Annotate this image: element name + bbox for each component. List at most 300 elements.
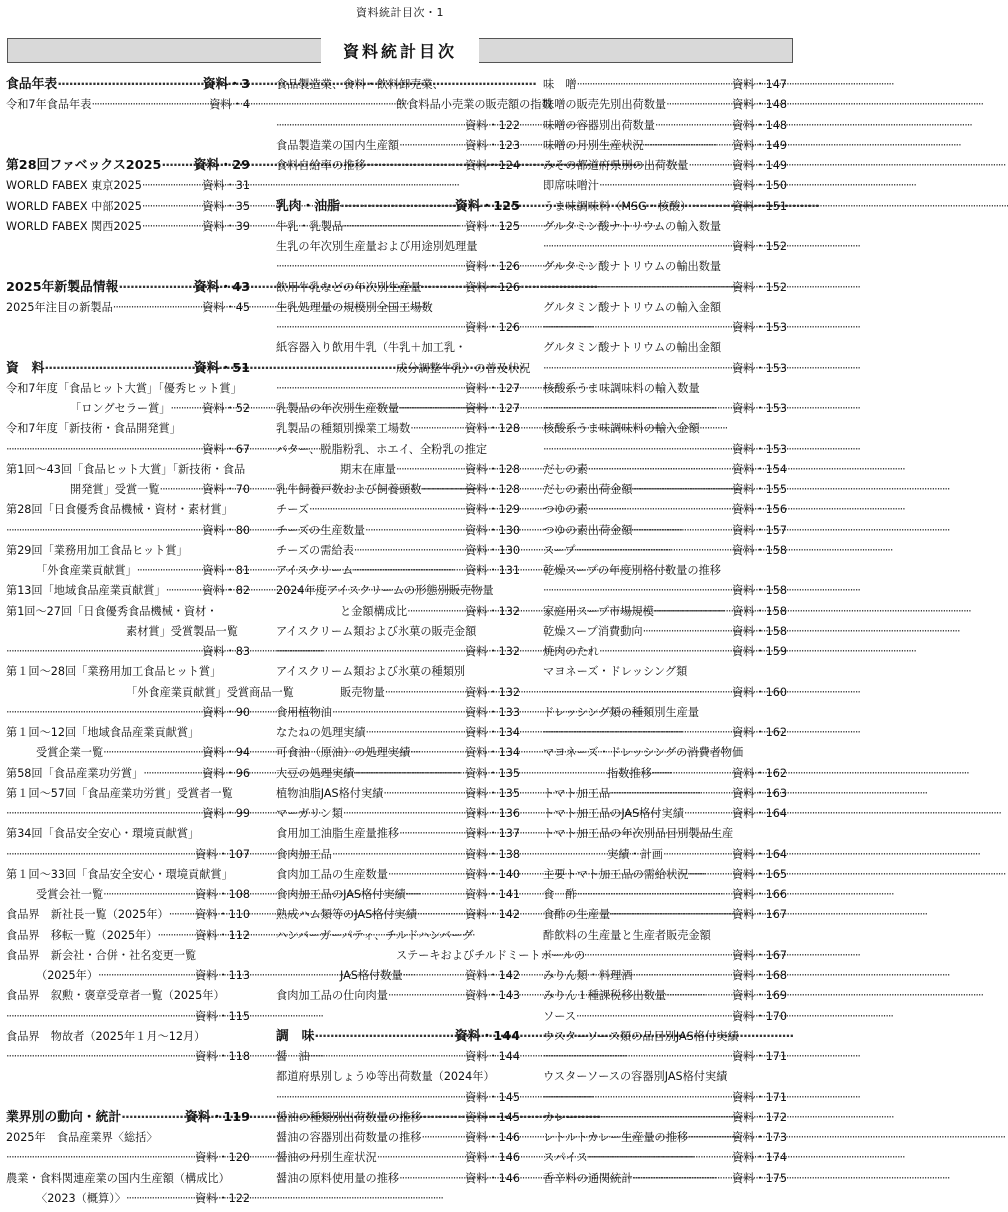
toc-entry-title: トマト加工品のJAS格付実績 (543, 807, 684, 820)
toc-section-heading (6, 156, 250, 176)
toc-entry (543, 581, 787, 601)
toc-entry-title: 成分調整牛乳）の普及状況 (396, 361, 531, 375)
toc-section-heading (6, 359, 250, 379)
toc-entry (543, 885, 787, 905)
title-banner (7, 38, 793, 63)
leader-dots (599, 176, 732, 196)
toc-section-heading (6, 278, 250, 298)
toc-entry (276, 257, 520, 277)
toc-entry-title: みその都道府県別の出荷数量 (543, 159, 689, 172)
toc-entry-title: 「外食産業貢献賞」受賞商品一覧 (126, 685, 294, 699)
leader-dots (577, 885, 733, 905)
leader-dots (170, 399, 202, 419)
leader-dots (366, 156, 466, 176)
toc-entry (276, 642, 520, 662)
toc-page-ref: 資料・43 (193, 279, 250, 295)
leader-dots (610, 784, 732, 804)
leader-dots (543, 1047, 732, 1067)
leader-dots (388, 986, 465, 1006)
toc-entry-title: グルタミン酸ナトリウムの輸入数量 (543, 219, 722, 233)
toc-entry-title: 期末在庫量 (340, 462, 396, 476)
toc-entry (276, 622, 520, 642)
toc-entry-title: 醤油の容器別出荷数量の推移 (276, 1131, 422, 1144)
toc-entry (543, 824, 787, 844)
toc-entry-title: 焼肉のたれ (543, 645, 599, 658)
toc-entry (543, 338, 787, 358)
toc-page-ref: 資料・149 (732, 159, 787, 172)
toc-entry-title: だしの素 (543, 462, 588, 476)
toc-page-ref: 資料・128 (465, 462, 520, 476)
toc-entry (276, 845, 520, 865)
toc-page-ref: 資料・81 (202, 564, 250, 577)
leader-dots (354, 764, 465, 784)
toc-entry-title: 業界別の動向・統計 (6, 1109, 122, 1125)
toc-page-ref: 資料・152 (732, 280, 787, 294)
toc-entry (543, 480, 787, 500)
toc-page-ref: 資料・31 (202, 179, 250, 193)
toc-entry (276, 946, 586, 966)
leader-dots (421, 1128, 465, 1148)
leader-dots (406, 885, 465, 905)
toc-page-ref: 資料・133 (465, 705, 520, 719)
leader-dots (160, 480, 203, 500)
toc-entry (276, 764, 520, 784)
leader-dots (543, 359, 732, 379)
leader-dots (169, 905, 195, 925)
leader-dots (6, 1148, 195, 1168)
toc-entry-title: 第１回～28回「業務用加工食品ヒット賞」 (6, 665, 222, 679)
toc-entry-title: スパイス (543, 1151, 588, 1165)
toc-entry-title: 味噌の月別生産状況 (543, 138, 644, 152)
leader-dots (543, 440, 732, 460)
toc-page-ref: 資料・174 (732, 1151, 787, 1165)
leader-dots (407, 602, 465, 622)
leader-dots (543, 683, 732, 703)
toc-entry (276, 95, 553, 115)
leader-dots (633, 966, 733, 986)
toc-entry (6, 399, 250, 419)
toc-entry (543, 784, 787, 804)
leader-dots (655, 116, 732, 136)
toc-entry (6, 1189, 250, 1209)
toc-entry (6, 95, 250, 115)
page-title: 資料統計目次 (321, 38, 479, 63)
toc-page-ref: 資料・145 (465, 1090, 520, 1104)
leader-dots (599, 642, 732, 662)
leader-dots (421, 278, 465, 298)
toc-entry-title: 第29回「業務用加工食品ヒット賞」 (6, 543, 188, 557)
toc-entry (543, 764, 787, 784)
toc-entry (543, 804, 787, 824)
toc-entry (543, 642, 787, 662)
toc-page-ref: 資料・123 (465, 138, 520, 152)
toc-entry-title: アイスクリーム (276, 564, 354, 577)
toc-entry (6, 804, 250, 824)
toc-entry (276, 541, 520, 561)
leader-dots (6, 1047, 195, 1067)
toc-page-ref: 資料・118 (195, 1050, 250, 1063)
toc-entry (543, 561, 787, 581)
toc-entry (276, 237, 520, 257)
toc-entry-title: 即席味噌汁 (543, 179, 599, 193)
leader-dots (57, 75, 203, 95)
toc-entry (6, 460, 250, 480)
toc-entry (543, 946, 787, 966)
leader-dots (6, 642, 202, 662)
toc-entry-title: ハンバーガーパティ、チルドハンバーグ (276, 928, 474, 942)
toc-page-ref: 資料・51 (193, 360, 250, 376)
toc-entry-title: 食料自給率の推移 (276, 159, 366, 172)
toc-entry-title: 核酸系うま味調味料の輸入数量 (543, 381, 700, 395)
leader-dots (6, 804, 202, 824)
toc-entry (543, 379, 787, 399)
toc-page-ref: 資料・154 (732, 462, 787, 476)
toc-entry-title: 醤油の月別生産状況 (276, 1151, 377, 1165)
toc-entry (6, 986, 250, 1006)
toc-entry-title: ソース (543, 1009, 577, 1023)
leader-dots (377, 1148, 465, 1168)
leader-dots (366, 723, 466, 743)
leader-dots (543, 581, 732, 601)
toc-entry (6, 1148, 250, 1168)
blank-line (6, 318, 250, 338)
toc-entry (6, 1027, 250, 1047)
leader-dots (276, 1088, 465, 1108)
toc-entry (6, 1047, 250, 1067)
toc-entry (543, 419, 787, 439)
toc-entry-title: 第28回「日食優秀食品機械・資材・素材賞」 (6, 503, 233, 517)
toc-entry-title: 乳牛飼養戸数および飼養頭数 (276, 483, 422, 496)
toc-entry (543, 1108, 787, 1128)
toc-entry-title: 食肉加工品の仕向肉量 (276, 989, 388, 1003)
toc-page-ref: 資料・149 (732, 138, 787, 152)
toc-entry-title: 乾燥スープ消費動向 (543, 624, 643, 638)
toc-entry (6, 379, 250, 399)
toc-entry-title: 醤油の原料使用量の推移 (276, 1171, 400, 1185)
toc-entry (543, 399, 787, 419)
blank-line (276, 1007, 520, 1027)
toc-entry (6, 865, 250, 885)
leader-dots (276, 257, 465, 277)
toc-page-ref: 資料・107 (195, 847, 250, 861)
toc-page-ref: 資料・129 (465, 503, 520, 517)
toc-entry (6, 541, 250, 561)
toc-page-ref: 資料・169 (732, 989, 787, 1003)
leader-dots (666, 95, 732, 115)
toc-entry-title: ウスターソースの容器別JAS格付実績 (543, 1070, 728, 1084)
toc-entry-title: みりん類・料理酒 (543, 969, 633, 982)
toc-entry-title: 食 酢 (543, 888, 577, 901)
toc-page-ref: 資料・162 (732, 726, 787, 739)
leader-dots (340, 197, 455, 217)
leader-dots (654, 602, 732, 622)
toc-entry-title: 食肉加工品 (276, 847, 332, 861)
toc-page-ref: 資料・134 (465, 726, 520, 739)
toc-entry (276, 399, 520, 419)
toc-page-ref: 資料・164 (732, 807, 787, 820)
toc-entry-title: WORLD FABEX 関西2025 (6, 219, 142, 233)
toc-entry (276, 359, 531, 379)
leader-dots (410, 743, 465, 763)
toc-entry-title: 第１回～12回「地域食品産業貢献賞」 (6, 726, 200, 739)
toc-entry (6, 784, 250, 804)
leader-dots (332, 845, 465, 865)
toc-entry (276, 1128, 520, 1148)
toc-page-ref: 資料・132 (465, 685, 520, 699)
toc-entry (6, 217, 250, 237)
leader-dots (354, 541, 465, 561)
toc-entry (276, 561, 520, 581)
toc-entry-title: 2024年度アイスクリームの形態別販売物量 (276, 584, 494, 598)
toc-entry (543, 1027, 787, 1047)
toc-page-ref: 資料・146 (465, 1151, 520, 1165)
toc-entry (6, 197, 250, 217)
toc-entry-title: 食品年表 (6, 77, 58, 92)
leader-dots (142, 176, 202, 196)
leader-dots (688, 1128, 732, 1148)
toc-entry-title: 香辛料の通関統計 (543, 1171, 633, 1185)
toc-entry-title: グルタミン酸ナトリウムの輸出金額 (543, 341, 722, 355)
toc-page-ref: 資料・127 (465, 402, 520, 415)
toc-entry-title: 食肉加工品のJAS格付実績 (276, 888, 406, 901)
toc-entry (6, 966, 250, 986)
toc-entry (276, 824, 520, 844)
toc-page-ref: 資料・143 (465, 989, 520, 1003)
toc-entry-title: 主要トマト加工品の需給状況 (543, 867, 689, 881)
toc-entry-title: 飲用牛乳などの年次別生産量 (276, 280, 422, 294)
toc-entry (276, 379, 520, 399)
toc-entry-title: 食品界 物故者（2025年１月～12月） (6, 1029, 206, 1043)
toc-page-ref: 資料・146 (465, 1131, 520, 1144)
leader-dots (688, 156, 732, 176)
toc-entry (6, 845, 250, 865)
toc-entry-title: 食品製造業の国内生産額 (276, 138, 400, 152)
toc-page-ref: 資料・128 (465, 422, 520, 436)
toc-entry (6, 703, 250, 723)
leader-dots (142, 217, 202, 237)
toc-entry (276, 1047, 520, 1067)
toc-page-ref: 資料・122 (465, 118, 520, 132)
toc-entry-title: ステーキおよびチルドミートボールの (396, 948, 586, 962)
toc-page-ref: 資料・99 (202, 807, 250, 820)
blank-line (6, 338, 250, 358)
page-header: 資料統計目次・1 (356, 6, 444, 19)
toc-entry (543, 865, 787, 885)
leader-dots (577, 75, 733, 95)
toc-section-heading (276, 1027, 520, 1047)
toc-page-ref: 資料・164 (732, 847, 787, 861)
toc-entry (543, 1148, 787, 1168)
toc-entry (6, 1007, 250, 1027)
toc-page-ref: 資料・158 (732, 543, 787, 557)
toc-page-ref: 資料・171 (732, 1050, 787, 1063)
toc-entry-title: アイスクリーム類および氷菓の販売金額 (276, 624, 477, 638)
toc-page-ref: 資料・112 (195, 928, 250, 942)
blank-line (6, 136, 250, 156)
toc-entry-title: 令和7年度「新技術・食品開発賞」 (6, 422, 181, 436)
toc-page-ref: 資料・131 (465, 564, 520, 577)
toc-entry-title: なたねの処理実績 (276, 726, 366, 739)
toc-entry-title: グルタミン酸ナトリウムの輸入金額 (543, 300, 722, 314)
toc-entry (276, 581, 520, 601)
toc-page-ref: 資料・138 (465, 847, 520, 861)
toc-entry (543, 440, 787, 460)
toc-page-ref: 資料・90 (202, 705, 250, 719)
toc-entry (276, 804, 520, 824)
toc-page-ref: 資料・173 (732, 1131, 787, 1144)
toc-page-ref: 資料・126 (465, 321, 520, 334)
toc-page-ref: 資料・148 (732, 98, 787, 112)
toc-entry-title: 2025年注目の新製品 (6, 300, 113, 314)
blank-line (6, 257, 250, 277)
toc-entry-title: 農業・食料関連産業の国内生産額（構成比） (6, 1171, 230, 1185)
toc-entry (6, 905, 250, 925)
toc-entry-title: つゆの素 (543, 503, 588, 517)
toc-entry-title: JAS格付数量 (340, 969, 403, 982)
toc-entry (276, 966, 520, 986)
toc-entry-title: 〈2023（概算）〉 (36, 1191, 126, 1205)
leader-dots (576, 1007, 732, 1027)
toc-entry-title: 令和7年度「食品ヒット大賞」「優秀ヒット賞」 (6, 381, 242, 395)
leader-dots (6, 1007, 195, 1027)
leader-dots (610, 905, 732, 925)
toc-entry (276, 1148, 520, 1168)
toc-entry (543, 723, 787, 743)
leader-dots (383, 784, 465, 804)
blank-line (6, 1088, 250, 1108)
toc-entry (6, 1169, 250, 1189)
toc-page-ref: 資料・172 (732, 1110, 787, 1124)
leader-dots (644, 136, 732, 156)
toc-page-ref: 資料・153 (732, 442, 787, 456)
leader-dots (652, 764, 732, 784)
toc-page-ref: 資料・155 (732, 483, 787, 496)
toc-entry-title: 味噌の容器別出荷数量 (543, 118, 655, 132)
toc-page-ref: 資料・128 (465, 483, 520, 496)
leader-dots (309, 500, 465, 520)
toc-entry-title: 資 料 (6, 360, 45, 376)
blank-line (276, 176, 520, 196)
toc-entry-title: 「外食産業貢献賞」 (36, 564, 137, 577)
toc-page-ref: 資料・158 (732, 584, 787, 598)
leader-dots (543, 723, 732, 743)
toc-entry-title: バター、脱脂粉乳、ホエイ、全粉乳の推定 (276, 442, 488, 456)
toc-entry (6, 622, 250, 642)
toc-entry (543, 1169, 787, 1189)
leader-dots (103, 743, 202, 763)
leader-dots (421, 480, 465, 500)
toc-entry-title: 第1回～27回「日食優秀食品機械・資材・ (6, 604, 218, 618)
leader-dots (396, 460, 465, 480)
toc-page-ref: 資料・146 (465, 1171, 520, 1185)
toc-page-ref: 資料・126 (465, 280, 520, 294)
toc-entry-title: 食肉加工品の生産数量 (276, 867, 388, 881)
toc-entry (543, 75, 787, 95)
toc-page-ref: 資料・35 (202, 199, 250, 213)
toc-page-ref: 資料・135 (465, 766, 520, 780)
toc-entry (6, 602, 250, 622)
toc-entry-title: 食品界 移転一覧（2025年） (6, 928, 158, 942)
toc-page-ref: 資料・67 (202, 442, 250, 456)
leader-dots (118, 278, 193, 298)
toc-entry-title: 生乳の年次別生産量および用途別処理量 (276, 240, 478, 253)
toc-page-ref: 資料・135 (465, 786, 520, 800)
toc-entry-title: チーズの生産数量 (276, 523, 365, 537)
toc-page-ref: 資料・165 (732, 867, 787, 881)
toc-page-ref: 資料・134 (465, 746, 520, 760)
toc-entry-title: 植物油脂JAS格付実績 (276, 786, 384, 800)
toc-entry-title: 酢飲料の生産量と生産者販売金額 (543, 928, 711, 942)
toc-entry-title: 2025年新製品情報 (6, 279, 119, 295)
toc-entry-title: だしの素出荷金額 (543, 483, 633, 496)
leader-dots (103, 885, 195, 905)
toc-entry-title: ドレッシング類の種類別生産量 (543, 705, 700, 719)
toc-entry-title: 第1回～43回「食品ヒット大賞」「新技術・食品 (6, 462, 246, 476)
toc-entry (543, 602, 787, 622)
toc-entry-title: つゆの素出荷金額 (543, 523, 633, 537)
toc-page-ref: 資料・136 (465, 807, 520, 820)
leader-dots (158, 926, 196, 946)
toc-page-ref: 資料・140 (465, 867, 520, 881)
toc-entry-title: みりん１種課税移出数量 (543, 989, 667, 1003)
toc-page-ref: 資料・170 (732, 1009, 787, 1023)
toc-entry (6, 683, 294, 703)
toc-entry-title: 指数推移 (607, 766, 652, 780)
toc-entry (6, 440, 250, 460)
toc-page-ref: 資料・29 (193, 158, 250, 173)
toc-page-ref: 資料・171 (732, 1090, 787, 1104)
toc-entry (543, 966, 787, 986)
blank-line (6, 1067, 250, 1087)
toc-entry (276, 136, 520, 156)
leader-dots (588, 460, 732, 480)
toc-page-ref: 資料・83 (202, 645, 250, 658)
toc-entry (543, 541, 787, 561)
toc-page-ref: 資料・167 (732, 908, 787, 922)
leader-dots (588, 1148, 732, 1168)
toc-entry-title: 令和7年食品年表 (6, 98, 92, 112)
toc-entry (543, 703, 787, 723)
toc-entry (543, 278, 787, 298)
toc-entry (6, 500, 250, 520)
toc-entry (6, 176, 250, 196)
toc-entry (543, 318, 787, 338)
toc-entry-title: 第58回「食品産業功労賞」 (6, 766, 144, 780)
leader-dots (276, 318, 465, 338)
toc-page-ref: 資料・167 (732, 948, 787, 962)
toc-entry-title: レトルトカレー生産量の推移 (543, 1131, 689, 1144)
toc-page-ref: 資料・132 (465, 604, 520, 618)
leader-dots (44, 359, 193, 379)
leader-dots (166, 581, 203, 601)
toc-entry (276, 602, 520, 622)
toc-entry-title: 食用植物油 (276, 705, 332, 719)
toc-entry (276, 440, 520, 460)
toc-entry (276, 521, 520, 541)
leader-dots (6, 521, 202, 541)
toc-entry-title: 食品界 新会社・合併・社名変更一覧 (6, 948, 197, 962)
toc-entry-title: （2025年） (36, 969, 99, 982)
leader-dots (543, 237, 732, 257)
leader-dots (399, 136, 465, 156)
toc-page-ref: 資料・175 (732, 1171, 787, 1185)
leader-dots (121, 1108, 185, 1128)
toc-entry (276, 885, 520, 905)
leader-dots (385, 683, 465, 703)
toc-entry (276, 318, 520, 338)
leader-dots (692, 197, 733, 217)
leader-dots (137, 561, 202, 581)
